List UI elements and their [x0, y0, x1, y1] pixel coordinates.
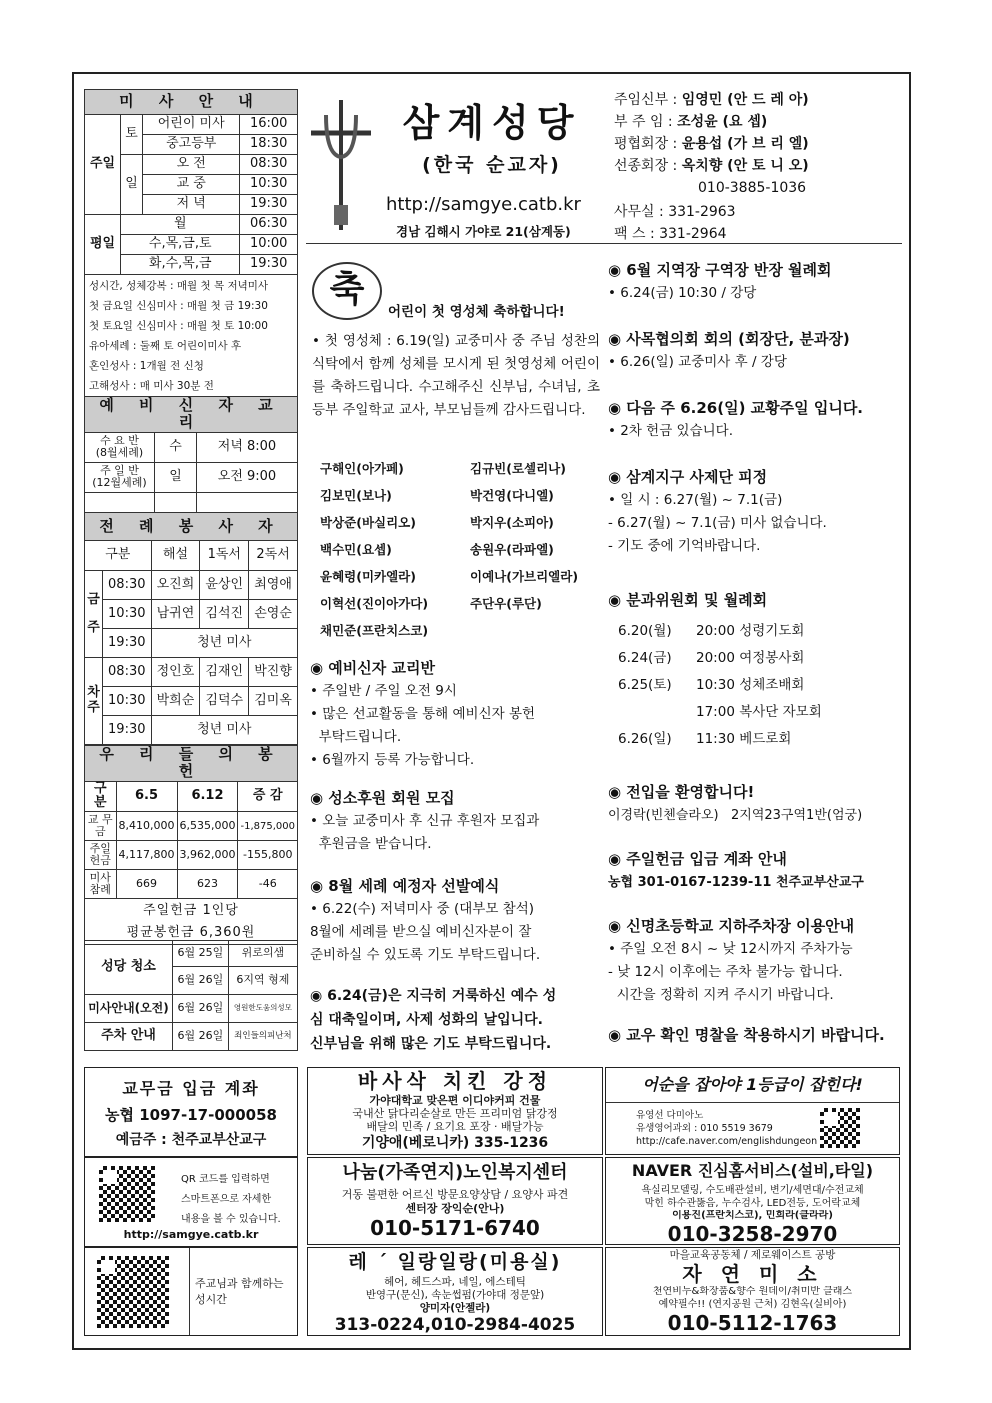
hour-box — [84, 1247, 298, 1336]
ad-phone: 010-5112-1763 — [667, 1311, 838, 1335]
ad-line: 반영구(문신), 속눈썹펌(가야대 정문앞) — [365, 1289, 545, 1301]
notice-line: - 6.27(월) ~ 7.1(금) 미사 없습니다. — [608, 515, 827, 531]
kid-name: 구해인(아가페) — [320, 461, 404, 476]
duty-date: 6월 26일 — [173, 967, 229, 995]
ad-home-service — [605, 1157, 900, 1245]
section-title: ◉ 삼계지구 사제단 피정 — [608, 468, 768, 486]
offering-value: 669 — [116, 870, 177, 899]
mass-row: 오 전 — [143, 155, 240, 175]
server-time: 19:30 — [103, 629, 152, 658]
server-name: 남귀연 — [151, 600, 200, 629]
server-name: 오진희 — [151, 571, 200, 600]
servers-head: 구분 — [85, 541, 152, 571]
duty-group: 죄인들의피난처 — [228, 1023, 297, 1051]
offering-table — [84, 745, 298, 945]
duty-group: 영원한도움의성모 — [228, 995, 297, 1023]
server-name: 김덕수 — [200, 687, 249, 716]
qr-code-icon[interactable] — [820, 1108, 860, 1148]
kid-name: 김보민(보나) — [320, 488, 392, 503]
notice-line: • 일 시 : 6.27(월) ~ 7.1(금) — [608, 492, 783, 508]
offering-head: 6.12 — [177, 781, 238, 812]
notice-line: 시간을 정확히 지켜 주시기 바랍니다. — [608, 987, 834, 1003]
duty-date: 6월 25일 — [173, 941, 229, 967]
ad-line: 욕실리모델링, 수도배관설비, 변기/세면대/수전교체 — [641, 1185, 864, 1196]
class-time: 오전 9:00 — [197, 462, 298, 492]
kid-name: 이예나(가브리엘라) — [470, 569, 579, 584]
class-day: 일 — [155, 462, 197, 492]
mass-time: 19:30 — [240, 255, 298, 275]
notice-line: • 2차 헌금 있습니다. — [608, 423, 734, 439]
youth-mass: 청년 미사 — [151, 629, 297, 658]
mass-row: 저 녁 — [143, 195, 240, 215]
cross-sword-logo — [306, 95, 376, 235]
catechumen-title: 예 비 신 자 교 리 — [85, 397, 298, 433]
qr-text: 내용을 볼 수 있습니다. — [181, 1214, 281, 1225]
mass-note: 고해성사 : 매 미사 30분 전 — [89, 380, 214, 392]
parish-name: 삼계성당 — [402, 101, 582, 145]
ad-natural-smile — [605, 1247, 900, 1336]
mass-time: 18:30 — [240, 135, 298, 155]
mass-title: 미 사 안 내 — [85, 90, 298, 115]
section-title: ◉ 주일헌금 입금 계좌 안내 — [608, 850, 787, 868]
average-label: 주일헌금 1인당 — [143, 902, 239, 918]
holy-hour-text — [195, 1276, 284, 1308]
meeting-date — [618, 699, 696, 726]
staff-role: 부 주 임 : — [614, 114, 673, 130]
first-communion-text: • 첫 영성체 : 6.19(일) 교중미사 중 주님 성찬의 식탁에서 함께 성체를 모시게 된 첫영성체 어린이를 축하드립니다. 수고해주신 신부님, 수녀님, 초등부 주일학교 교사, 부모님들께 감사드립니다. — [312, 333, 600, 418]
mass-note: 첫 토요일 신심미사 : 매월 첫 토 10:00 — [89, 320, 268, 332]
sunday-label: 주일 — [85, 115, 121, 215]
offering-title: 우 리 들 의 봉 헌 — [85, 746, 298, 782]
duty-date: 6월 26일 — [173, 995, 229, 1023]
notice-line: 8월에 세례를 받으실 예비신자분이 잘 — [310, 924, 532, 940]
mass-row: 교 중 — [143, 175, 240, 195]
catechumen-table — [84, 396, 298, 521]
server-name: 윤상인 — [200, 571, 249, 600]
meeting-item: 17:00 복사단 자모회 — [696, 704, 822, 720]
duty-group: 6지역 형제 — [228, 967, 297, 995]
ad-title: 바사삭 치킨 강정 — [357, 1069, 553, 1093]
notice-line: 이경락(빈첸슬라오) 2지역23구역1반(엄궁) — [608, 808, 863, 823]
fax-number: 팩 스 : 331-2964 — [614, 226, 727, 242]
server-name: 손영순 — [249, 600, 298, 629]
qr-text: 주교님과 함께하는 — [195, 1277, 284, 1290]
mass-time: 06:30 — [240, 215, 298, 235]
servers-head: 1독서 — [200, 541, 249, 571]
staff-name: 임영민 (안 드 레 아) — [681, 92, 809, 108]
this-week-label: 금주 — [85, 571, 103, 658]
mass-time: 10:00 — [240, 235, 298, 255]
parish-url[interactable]: http://samgye.catb.kr — [386, 194, 581, 215]
staff-role: 주임신부 : — [614, 92, 678, 108]
notice-line: • 많은 선교활동을 통해 예비신자 봉헌 — [310, 706, 536, 722]
duty-label: 주차 안내 — [85, 1023, 173, 1051]
section-title: ◉ 신명초등학교 지하주차장 이용안내 — [608, 917, 855, 935]
kid-name: 이혁선(진이아가다) — [320, 596, 429, 611]
class-note: (12월세례) — [92, 476, 147, 489]
kid-name: 채민준(프란치스코) — [320, 623, 429, 638]
offering-head: 6.5 — [116, 781, 177, 812]
ad-line: 배달의 민족 / 요기요 포장 · 배달가능 — [366, 1120, 544, 1133]
duty-table — [84, 940, 298, 1051]
welcome-notice — [608, 780, 902, 1047]
kid-name: 백수민(요셉) — [320, 542, 392, 557]
kid-name: 주단우(루단) — [470, 596, 542, 611]
offering-head: 증 감 — [238, 781, 298, 812]
ad-line: 양미자(안젤라) — [419, 1302, 491, 1314]
mass-row: 월 — [121, 215, 240, 235]
account-box — [84, 1067, 298, 1157]
ad-chicken — [307, 1067, 603, 1155]
section-title: ◉ 6월 지역장 구역장 반장 월례회 — [608, 261, 832, 279]
server-time: 10:30 — [103, 600, 152, 629]
ad-line: 가야대학교 맞은편 이디야커피 건물 — [369, 1094, 541, 1107]
baptism-notice — [310, 874, 600, 967]
qr-text: 스마트폰으로 자세한 — [181, 1194, 272, 1205]
server-name: 최영애 — [249, 571, 298, 600]
qr-code-icon[interactable] — [97, 1256, 169, 1328]
ad-title: NAVER 진심홈서비스(설비,타일) — [631, 1161, 874, 1180]
offering-diff: -46 — [238, 870, 298, 899]
sacred-heart-notice — [310, 984, 600, 1056]
server-name: 김석진 — [200, 600, 249, 629]
offering-diff: -1,875,000 — [238, 812, 298, 841]
qr-url[interactable]: http://samgye.catb.kr — [123, 1228, 259, 1241]
staff-role: 선종회장 : — [614, 158, 678, 174]
meeting-date: 6.24(금) — [618, 650, 672, 666]
account-owner: 예금주 : 천주교부산교구 — [115, 1132, 267, 1148]
meeting-date: 6.26(일) — [618, 731, 672, 747]
header-divider — [306, 243, 902, 244]
meeting-date: 6.20(월) — [618, 623, 672, 639]
contact-phone: 010-3885-1036 — [698, 180, 807, 196]
staff-name: 윤용섭 (가 브 리 엘) — [681, 136, 809, 152]
notice-line: • 주일반 / 주일 오전 9시 — [310, 683, 457, 699]
kid-name: 박건영(다니엘) — [470, 488, 554, 503]
kid-name: 송원우(라파엘) — [470, 542, 554, 557]
ad-phone: 313-0224,010-2984-4025 — [334, 1315, 576, 1335]
offering-label: 주일헌금 — [85, 841, 117, 870]
server-time: 10:30 — [103, 687, 152, 716]
catechumen-notice — [310, 656, 600, 772]
staff-name: 조성윤 (요 셉) — [677, 114, 768, 130]
servers-head: 2독서 — [249, 541, 298, 571]
qr-instructions — [181, 1170, 281, 1230]
duty-group: 위로의샘 — [228, 941, 297, 967]
offering-label: 미사참례 — [85, 870, 117, 899]
server-name: 김재인 — [200, 658, 249, 687]
meeting-date: 6.25(토) — [618, 677, 672, 693]
notice-line: - 기도 중에 기억바랍니다. — [608, 538, 761, 554]
server-time: 19:30 — [103, 716, 152, 745]
section-title: ◉ 사목협의회 회의 (회장단, 분과장) — [608, 330, 850, 348]
ad-line: 마을교육공동체 / 제로웨이스트 공방 — [669, 1249, 836, 1261]
notice-line: • 6월까지 등록 가능합니다. — [310, 752, 475, 768]
ad-phone: 010-5171-6740 — [370, 1216, 540, 1240]
mass-row: 수,목,금,토 — [121, 235, 240, 255]
bank-account: 농협 301-0167-1239-11 천주교부산교구 — [608, 875, 864, 890]
servers-table — [84, 512, 298, 745]
ad-line: 센터장 장익순(안나) — [405, 1202, 505, 1215]
server-name: 박희순 — [151, 687, 200, 716]
qr-box — [84, 1157, 298, 1247]
meeting-item: 11:30 베드로회 — [696, 731, 792, 747]
vocation-notice — [310, 786, 600, 856]
ad-title: 나눔(가족연지)노인복지센터 — [342, 1162, 568, 1183]
parish-address: 경남 김해시 가야로 21(삼계동) — [396, 224, 571, 239]
ad-line: 이용진(프란치스코), 민희라(클라라) — [672, 1210, 833, 1221]
ad-line: 헤어, 헤드스파, 네일, 에스테틱 — [384, 1276, 526, 1288]
notice-line: 신부님을 위해 많은 기도 부탁드립니다. — [310, 1036, 552, 1052]
mass-note: 유아세례 : 둘째 토 어린이미사 후 — [89, 340, 242, 352]
ad-line: 유생영어과외 : 010 5519 3679 — [636, 1123, 773, 1134]
class-name: 주 일 반 — [100, 464, 139, 477]
section-title: ◉ 성소후원 회원 모집 — [310, 789, 455, 807]
kid-name: 박지우(소피아) — [470, 515, 554, 530]
ad-phone: 기양애(베로니카) 335-1236 — [361, 1135, 549, 1151]
ad-phone: 010-3258-2970 — [667, 1222, 838, 1245]
server-time: 08:30 — [103, 658, 152, 687]
office-phone: 사무실 : 331-2963 — [614, 204, 736, 220]
mass-time: 19:30 — [240, 195, 298, 215]
offering-value: 4,117,800 — [116, 841, 177, 870]
mass-time: 08:30 — [240, 155, 298, 175]
staff-list — [614, 89, 809, 245]
duty-label: 미사안내(오전) — [85, 995, 173, 1023]
section-title: ◉ 전입을 환영합니다! — [608, 783, 755, 801]
offering-head: 구 분 — [85, 781, 117, 812]
section-title: ◉ 분과위원회 및 월례회 — [608, 591, 768, 609]
section-title: ◉ 8월 세례 예정자 선발예식 — [310, 877, 500, 895]
server-name: 김미옥 — [249, 687, 298, 716]
ad-english — [605, 1067, 900, 1155]
offering-value: 8,410,000 — [116, 812, 177, 841]
servers-title: 전 례 봉 사 자 — [85, 513, 298, 541]
mass-schedule-table — [84, 89, 298, 398]
kid-name: 박상준(바실리오) — [320, 515, 416, 530]
class-day: 수 — [155, 432, 197, 462]
weekday-label: 평일 — [85, 215, 121, 275]
communion-kids-list — [320, 455, 590, 644]
servers-head: 해설 — [151, 541, 200, 571]
staff-name: 옥치향 (안 토 니 오) — [681, 158, 809, 174]
kid-name: 김규빈(로셀리나) — [470, 461, 566, 476]
committee-notice — [608, 588, 902, 753]
notice-line: • 6.24(금) 10:30 / 강당 — [608, 285, 757, 301]
duty-date: 6월 26일 — [173, 1023, 229, 1051]
ad-title: 어순을 잡아야 1등급이 잡힌다! — [606, 1068, 899, 1103]
server-name: 정인호 — [151, 658, 200, 687]
qr-text: 성시간 — [195, 1293, 227, 1306]
section-title: ◉ 예비신자 교리반 — [310, 659, 435, 677]
class-name: 수 요 반 — [100, 434, 139, 447]
ad-line: 막힌 하수관뚫음, 누수검사, LED전등, 도어락교체 — [644, 1198, 861, 1209]
offering-value: 6,535,000 — [177, 812, 238, 841]
section-title: ◉ 교우 확인 명찰을 착용하시기 바랍니다. — [608, 1026, 885, 1044]
mass-time: 16:00 — [240, 115, 298, 135]
kid-name: 윤혜령(미카엘라) — [320, 569, 416, 584]
notice-line: • 오늘 교중미사 후 신규 후원자 모집과 — [310, 813, 540, 829]
ad-line: 거동 불편한 어르신 방문요양상담 / 요양사 파견 — [341, 1188, 569, 1201]
notice-line: 후원금을 받습니다. — [310, 836, 432, 852]
staff-role: 평협회장 : — [614, 136, 678, 152]
offering-value: 623 — [177, 870, 238, 899]
mass-row: 중고등부 — [143, 135, 240, 155]
ad-line: 예약필수!! (연지공원 근처) 김현옥(실비아) — [658, 1299, 847, 1310]
notice-line: ◉ 6.24(금)은 지극히 거룩하신 예수 성 — [310, 988, 557, 1004]
right-notices — [608, 258, 902, 558]
mass-time: 10:30 — [240, 175, 298, 195]
offering-value: 3,962,000 — [177, 841, 238, 870]
notice-line: • 주일 오전 8시 ~ 낮 12시까지 주차가능 — [608, 941, 853, 957]
notice-line: • 6.26(일) 교중미사 후 / 강당 — [608, 354, 787, 370]
sun-label: 일 — [121, 155, 143, 215]
ad-line: http://cafe.naver.com/englishdungeon — [636, 1136, 818, 1147]
meeting-item: 10:30 성체조배회 — [696, 677, 805, 693]
ad-welfare — [307, 1157, 603, 1245]
ad-salon — [307, 1247, 603, 1336]
ad-title: 레 ´ 일랑일랑(미용실) — [348, 1251, 562, 1273]
duty-label: 성당 청소 — [85, 941, 173, 995]
notice-line: - 낮 12시 이후에는 주차 불가능 합니다. — [608, 964, 843, 980]
ad-line: 유영선 다미아노 — [636, 1110, 704, 1121]
server-name: 박진향 — [249, 658, 298, 687]
mass-note: 첫 금요일 신심미사 : 매월 첫 금 19:30 — [89, 300, 268, 312]
notice-line: • 6.22(수) 저녁미사 중 (대부모 참석) — [310, 901, 534, 917]
offering-diff: -155,800 — [238, 841, 298, 870]
qr-text: QR 코드를 입력하면 — [181, 1174, 270, 1185]
notice-line: 부탁드립니다. — [310, 729, 402, 745]
congrats-badge: 축 — [312, 262, 382, 320]
mass-note: 혼인성사 : 1개월 전 신청 — [89, 360, 204, 372]
account-title: 교무금 입금 계좌 — [122, 1079, 260, 1098]
youth-mass: 청년 미사 — [151, 716, 297, 745]
qr-code-icon[interactable] — [99, 1166, 155, 1222]
notice-line: 준비하실 수 있도록 기도 부탁드립니다. — [310, 947, 541, 963]
meeting-item: 20:00 성령기도회 — [696, 623, 805, 639]
offering-label: 교 무 금 — [85, 812, 117, 841]
notice-line: 심 대축일이며, 사제 성화의 날입니다. — [310, 1012, 543, 1028]
mass-row: 화,수,목,금 — [121, 255, 240, 275]
section-title: ◉ 다음 주 6.26(일) 교황주일 입니다. — [608, 399, 864, 417]
sat-label: 토 — [121, 115, 143, 155]
class-time: 저녁 8:00 — [197, 432, 298, 462]
account-number: 농협 1097-17-000058 — [105, 1106, 277, 1124]
ad-line: 천연비누&화장품&향수 원데이/취미반 클래스 — [652, 1286, 853, 1297]
server-time: 08:30 — [103, 571, 152, 600]
ad-title: 자 연 미 소 — [682, 1262, 823, 1286]
mass-note: 성시간, 성체강복 : 매월 첫 목 저녁미사 — [89, 280, 269, 292]
congrats-title: 어린이 첫 영성체 축하합니다! — [388, 304, 565, 320]
mass-row: 어린이 미사 — [143, 115, 240, 135]
next-week-label: 차주 — [85, 658, 103, 745]
parish-subtitle: (한국 순교자) — [422, 154, 562, 176]
class-note: (8월세례) — [95, 446, 144, 459]
meeting-item: 20:00 여정봉사회 — [696, 650, 805, 666]
ad-line: 국내산 닭다리순살로 만든 프리미엄 닭강정 — [352, 1107, 558, 1120]
average-value: 평균봉헌금 6,360원 — [126, 924, 256, 940]
